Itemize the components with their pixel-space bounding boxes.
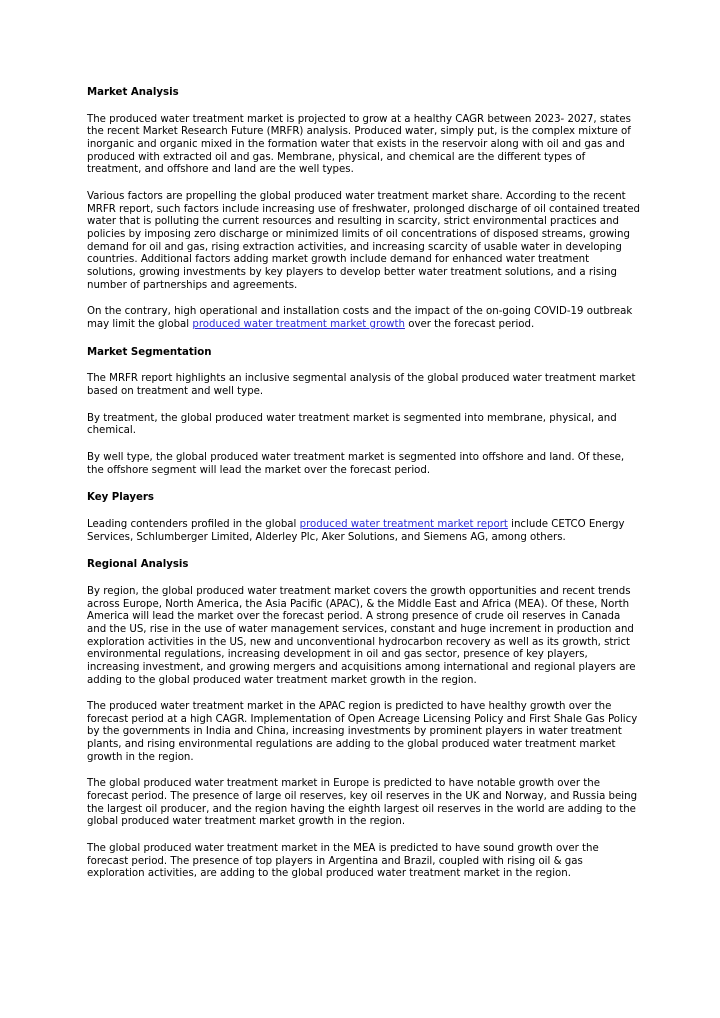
market-analysis-paragraph-1: The produced water treatment market is projected to grow at a healthy CAGR between 2023- 2027, states the recent Market Research Future (MRFR) analysis. Produced water, simply put, is the complex mixture of inorganic and organic mixed in the formation water that exists in the reservoir along with oil and gas and produced with extracted oil and gas. Membrane, physical, and chemical are the different types of treatment, and offshore and land are the well types. [87,113,631,176]
document-page [87,87,640,881]
regional-analysis-paragraph-3: The global produced water treatment market in Europe is predicted to have notable growth over the forecast period. The presence of large oil reserves, key oil reserves in the UK and Norway, and Russia being the largest oil producer, and the region having the eighth largest oil reserves in the world are adding to the global produced water treatment market growth in the region. [87,778,638,828]
market-growth-link[interactable]: produced water treatment market growth [192,318,405,330]
heading-market-analysis: Market Analysis [87,87,179,98]
market-segmentation-paragraph-1: The MRFR report highlights an inclusive segmental analysis of the global produced water treatment market based on treatment and well type. [87,373,636,397]
heading-regional-analysis: Regional Analysis [87,559,189,571]
market-analysis-paragraph-3-text-after: over the forecast period. [404,318,535,330]
regional-analysis-paragraph-4: The global produced water treatment market in the MEA is predicted to have sound growth over the forecast period. The presence of top players in Argentina and Brazil, coupled with rising oil & gas exploration activities, are adding to the global produced water treatment market in the region. [87,843,599,880]
heading-market-segmentation: Market Segmentation [87,346,212,358]
market-segmentation-paragraph-3: By well type, the global produced water treatment market is segmented into offshore and land. Of these, the offshore segment will lead the market over the forecast period. [87,451,625,476]
regional-analysis-paragraph-2: The produced water treatment market in the APAC region is predicted to have healthy growth over the forecast period at a high CAGR. Implementation of Open Acreage Licensing Policy and First Shale Gas Policy by the governments in India and China, increasing investments by prominent players in water treatment plants, and rising environmental regulations are adding to the global produced water treatment market growth in the region. [87,701,638,763]
heading-key-players: Key Players [87,492,154,504]
market-analysis-paragraph-2: Various factors are propelling the global produced water treatment market share. According to the recent MRFR report, such factors include increasing use of freshwater, prolonged discharge of oil contained treated water that is polluting the current resources and resulting in scarcity, strict environmental practices and policies by imposing zero discharge or minimized limits of oil concentrations of disposed streams, growing demand for oil and gas, rising extraction activities, and increasing scarcity of usable water in developing countries. Additional factors adding market growth include demand for enhanced water treatment solutions, growing investments by key players to develop better water treatment solutions, and a rising number of partnerships and agreements. [87,190,640,291]
market-analysis-paragraph-3-text-before: On the contrary, high operational and installation costs and the impact of the on-going COVID-19 outbreak may limit the global [87,306,633,330]
market-report-link[interactable]: produced water treatment market report [299,518,508,530]
key-players-paragraph-1 [87,519,640,544]
key-players-text-before: Leading contenders profiled in the global [87,518,300,530]
regional-analysis-paragraph-1: By region, the global produced water treatment market covers the growth opportunities and recent trends across Europe, North America, the Asia Pacific (APAC), & the Middle East and Africa (MEA). Of these, North America will lead the market over the forecast period. A strong presence of crude oil reserves in Canada and the US, rise in the use of water management services, constant and huge increment in production and exploration activities in the US, new and unconventional hydrocarbon recovery as well as its growth, strict environmental regulations, increasing development in oil and gas sector, presence of key players, increasing investment, and growing mergers and acquisitions among international and regional players are adding to the global produced water treatment market growth in the region. [87,585,636,686]
key-players-text-after: include CETCO Energy Services, Schlumberger Limited, Alderley Plc, Aker Solutions, and Siemens AG, among others. [87,518,625,543]
market-analysis-paragraph-3 [87,306,640,331]
market-segmentation-paragraph-2: By treatment, the global produced water treatment market is segmented into membrane, physical, and chemical. [87,412,617,437]
